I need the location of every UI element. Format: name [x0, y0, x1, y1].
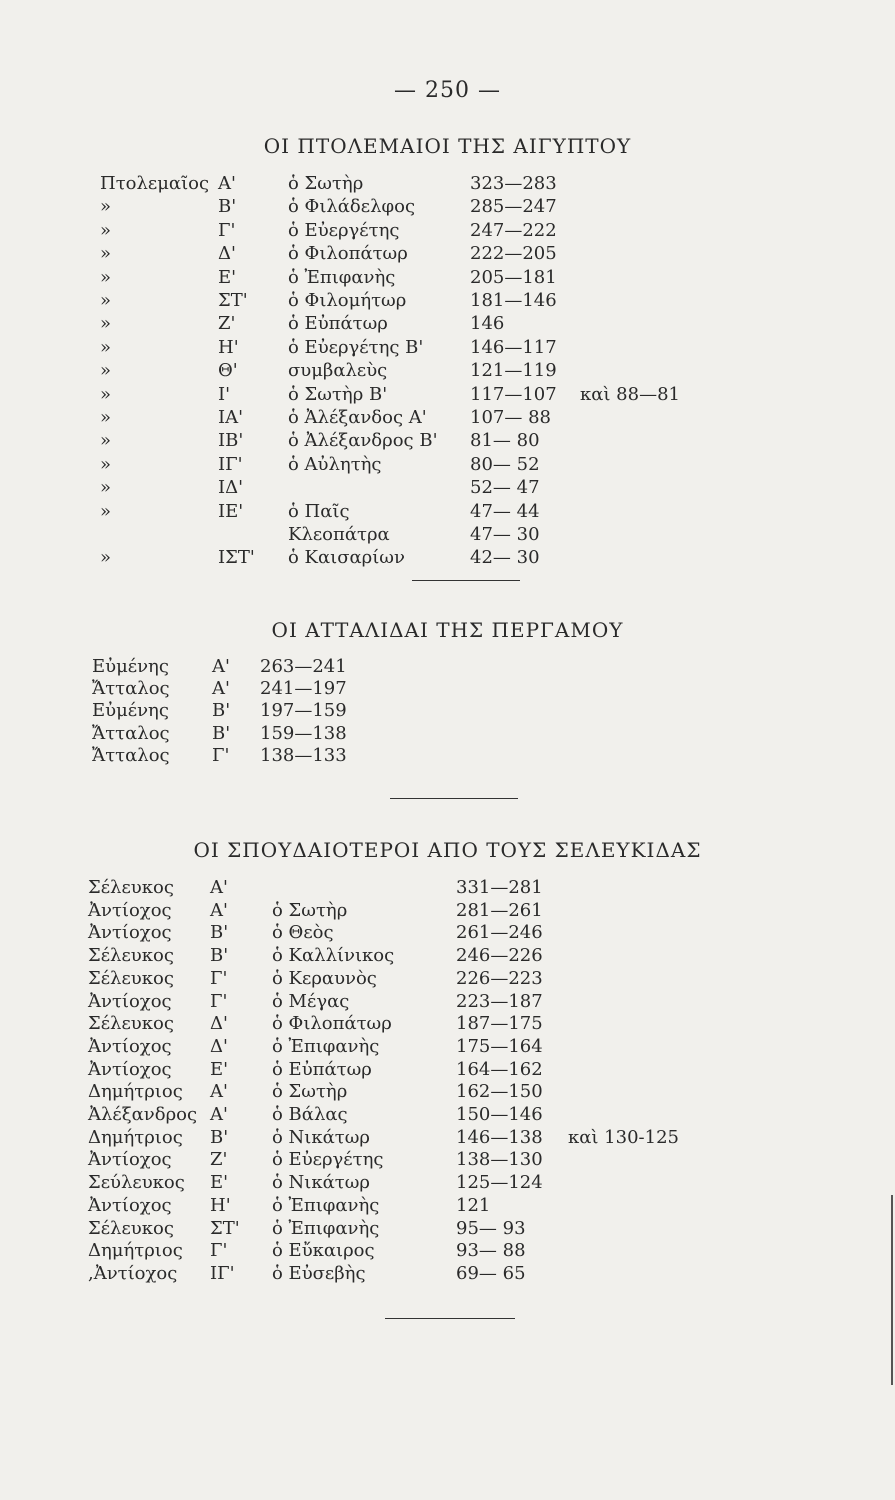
reign-years: 121—119	[470, 360, 557, 382]
ruler-number: Β'	[218, 196, 237, 218]
ruler-name: Σέλευκος	[88, 1013, 174, 1035]
ruler-number: Δ'	[210, 1013, 228, 1035]
reign-years: 285—247	[470, 196, 557, 218]
ruler-epithet: συμβαλεὺς	[288, 360, 388, 382]
ruler-epithet: ὁ Φιλομήτωρ	[288, 290, 407, 311]
ruler-epithet: Κλεοπάτρα	[288, 524, 390, 545]
ruler-number: Ε'	[210, 1058, 229, 1080]
table-row	[0, 1013, 895, 1036]
table-row	[0, 243, 895, 266]
reign-years: 263—241	[260, 656, 347, 677]
ruler-epithet: ὁ Σωτὴρ	[272, 899, 348, 921]
ruler-name: »	[100, 360, 112, 382]
ruler-epithet: ὁ Ἐπιφανὴς	[272, 1217, 380, 1239]
ruler-name: »	[100, 196, 112, 218]
reign-years: 47— 44	[470, 500, 540, 522]
ruler-number: Α'	[212, 656, 230, 677]
reign-years: 150—146	[456, 1104, 543, 1125]
table-row	[0, 656, 895, 679]
reign-years: 164—162	[456, 1058, 543, 1080]
ruler-epithet: ὁ Εὐπάτωρ	[288, 313, 388, 335]
ruler-name: Σέλευκος	[88, 945, 174, 967]
ruler-number: Α'	[210, 1081, 228, 1103]
reign-years: 323—283	[470, 173, 557, 194]
ruler-number: Ε'	[210, 1172, 229, 1194]
reign-years: 241—197	[260, 678, 347, 700]
ptolemies-title: ΟΙ ΠΤΟΛΕΜΑΙΟΙ ΤΗΣ ΑΙΓΥΠΤΟΥ	[263, 134, 632, 158]
ruler-number: Β'	[210, 1126, 229, 1148]
ruler-epithet: ὁ Σωτὴρ	[288, 173, 364, 194]
ruler-name: Δημήτριος	[88, 1081, 183, 1103]
attalids-title: ΟΙ ΑΤΤΑΛΙΔΑΙ ΤΗΣ ΠΕΡΓΑΜΟΥ	[271, 618, 624, 642]
ruler-number: Β'	[210, 922, 229, 944]
ruler-name: Εὐμένης	[92, 700, 169, 722]
ruler-number: Β'	[212, 722, 231, 744]
ruler-number: Θ'	[218, 360, 238, 382]
ruler-epithet: ὁ Ἐπιφανὴς	[272, 1035, 380, 1057]
reign-years: 42— 30	[470, 547, 540, 569]
page-number: — 250 —	[394, 78, 501, 103]
ruler-number: ΙΒ'	[218, 430, 244, 452]
ruler-number: ΙΓ'	[210, 1262, 235, 1284]
reign-years: 146—117	[470, 336, 557, 358]
ruler-name: »	[100, 336, 112, 358]
reign-years: 47— 30	[470, 524, 540, 545]
reign-years: 223—187	[456, 990, 543, 1012]
table-row	[0, 1218, 895, 1241]
ruler-number: Α'	[218, 173, 236, 194]
table-row	[0, 360, 895, 383]
table-row	[0, 384, 895, 407]
table-row	[0, 313, 895, 336]
reign-years: 246—226	[456, 945, 543, 967]
ruler-number: Γ'	[218, 219, 236, 241]
ruler-name: Ἀντίοχος	[88, 1058, 172, 1080]
ruler-number: ΙΑ'	[218, 407, 244, 428]
ruler-epithet: ὁ Κεραυνὸς	[272, 967, 377, 989]
ruler-name: Ἄτταλος	[92, 678, 170, 700]
ruler-epithet: ὁ Ἐπιφανὴς	[288, 266, 396, 288]
ruler-epithet: ὁ Φιλάδελφος	[288, 196, 416, 218]
table-row	[0, 1059, 895, 1082]
ruler-epithet: ὁ Ἀλέξανδρος Β'	[288, 430, 438, 452]
ruler-name: Δημήτριος	[88, 1240, 183, 1262]
reign-years: 187—175	[456, 1013, 543, 1035]
reign-years: 146	[470, 313, 505, 335]
ruler-number: Δ'	[210, 1035, 228, 1057]
ruler-name: Σεύλευκος	[88, 1172, 185, 1194]
ruler-epithet: ὁ Παῖς	[288, 500, 350, 522]
reign-years: 247—222	[470, 219, 557, 241]
reign-extra: καὶ 88—81	[580, 383, 680, 405]
ruler-epithet: ὁ Εὐσεβὴς	[272, 1262, 366, 1284]
reign-years: 205—181	[470, 266, 557, 288]
table-row	[0, 524, 895, 547]
ruler-number: ΙΔ'	[218, 477, 244, 499]
section-divider	[385, 1318, 515, 1319]
table-row	[0, 1036, 895, 1059]
table-row	[0, 1081, 895, 1104]
reign-years: 175—164	[456, 1035, 543, 1057]
reign-years: 80— 52	[470, 453, 540, 475]
table-row	[0, 1149, 895, 1172]
reign-years: 162—150	[456, 1081, 543, 1103]
ruler-name: »	[100, 430, 112, 452]
ruler-epithet: ὁ Νικάτωρ	[272, 1126, 370, 1148]
ruler-name: Ἀντίοχος	[88, 1149, 172, 1171]
table-row	[0, 454, 895, 477]
reign-years: 226—223	[456, 967, 543, 989]
table-row	[0, 547, 895, 570]
ruler-name: Ἀντίοχος	[88, 990, 172, 1012]
ruler-number: ΙΓ'	[218, 453, 243, 475]
ruler-number: ΣΤ'	[218, 290, 248, 311]
reign-years: 107— 88	[470, 407, 551, 428]
table-row	[0, 1263, 895, 1286]
table-row	[0, 678, 895, 701]
reign-years: 93— 88	[456, 1240, 526, 1262]
table-row	[0, 1127, 895, 1150]
ruler-name: Ἀντίοχος	[88, 899, 172, 921]
ruler-name: Ἀλέξανδρος	[88, 1104, 198, 1125]
ruler-epithet: ὁ Καισαρίων	[288, 547, 405, 569]
ruler-epithet: ὁ Φιλοπάτωρ	[272, 1013, 392, 1035]
ruler-number: Γ'	[212, 744, 230, 766]
ruler-name: ,Ἀντίοχος	[88, 1262, 178, 1284]
table-row	[0, 196, 895, 219]
ruler-name: Σέλευκος	[88, 1217, 174, 1239]
reign-years: 81— 80	[470, 430, 540, 452]
ruler-number: Α'	[210, 877, 228, 898]
table-row	[0, 1240, 895, 1263]
ruler-number: Ζ'	[218, 313, 236, 335]
section-divider	[412, 580, 520, 581]
ruler-name: Πτολεμαῖος	[100, 173, 210, 194]
ruler-name: »	[100, 313, 112, 335]
ruler-epithet: ὁ Εὐεργέτης	[272, 1149, 384, 1171]
ruler-name: Ἀντίοχος	[88, 922, 172, 944]
reign-years: 261—246	[456, 922, 543, 944]
ruler-number: Β'	[212, 700, 231, 722]
reign-years: 52— 47	[470, 477, 540, 499]
page-edge-mark	[891, 1195, 893, 1385]
ruler-name: »	[100, 407, 112, 428]
table-row	[0, 723, 895, 746]
reign-years: 331—281	[456, 877, 543, 898]
ruler-epithet: ὁ Αὐλητὴς	[288, 453, 382, 475]
ruler-number: Η'	[210, 1194, 231, 1216]
reign-years: 121	[456, 1194, 491, 1216]
reign-years: 181—146	[470, 290, 557, 311]
ruler-number: ΣΤ'	[210, 1217, 240, 1239]
ruler-name: »	[100, 547, 112, 569]
table-row	[0, 900, 895, 923]
table-row	[0, 407, 895, 430]
ruler-number: ΙΕ'	[218, 500, 244, 522]
ruler-number: Η'	[218, 336, 239, 358]
ruler-epithet: ὁ Ἀλέξανδος Α'	[288, 407, 427, 428]
ruler-number: Α'	[210, 899, 228, 921]
table-row	[0, 290, 895, 313]
table-row	[0, 1195, 895, 1218]
ruler-name: Ἄτταλος	[92, 744, 170, 766]
table-row	[0, 501, 895, 524]
ruler-epithet: ὁ Εὐπάτωρ	[272, 1058, 372, 1080]
table-row	[0, 968, 895, 991]
reign-extra: καὶ 130-125	[568, 1126, 679, 1148]
ruler-epithet: ὁ Μέγας	[272, 990, 350, 1012]
table-row	[0, 267, 895, 290]
ruler-epithet: ὁ Εὔκαιρος	[272, 1240, 375, 1262]
table-row	[0, 922, 895, 945]
ruler-name: Σέλευκος	[88, 967, 174, 989]
reign-years: 95— 93	[456, 1217, 526, 1239]
ruler-number: Ε'	[218, 266, 237, 288]
table-row	[0, 1104, 895, 1127]
ruler-number: Γ'	[210, 990, 228, 1012]
reign-years: 138—133	[260, 744, 347, 766]
ruler-name: Δημήτριος	[88, 1126, 183, 1148]
table-row	[0, 991, 895, 1014]
ruler-number: Γ'	[210, 1240, 228, 1262]
reign-years: 197—159	[260, 700, 347, 722]
ruler-number: Α'	[210, 1104, 228, 1125]
reign-years: 159—138	[260, 722, 347, 744]
ruler-epithet: ὁ Βάλας	[272, 1104, 348, 1125]
reign-years: 222—205	[470, 243, 557, 265]
table-row	[0, 945, 895, 968]
ruler-number: Ζ'	[210, 1149, 228, 1171]
table-row	[0, 745, 895, 768]
ruler-name: Εὐμένης	[92, 656, 169, 677]
reign-years: 117—107	[470, 383, 557, 405]
ruler-epithet: ὁ Καλλίνικος	[272, 945, 395, 967]
ruler-epithet: ὁ Φιλοπάτωρ	[288, 243, 408, 265]
ruler-epithet: ὁ Εὐεργέτης Β'	[288, 336, 424, 358]
ruler-epithet: ὁ Θεὸς	[272, 922, 334, 944]
ruler-epithet: ὁ Σωτὴρ	[272, 1081, 348, 1103]
ruler-name: »	[100, 453, 112, 475]
table-row	[0, 1172, 895, 1195]
ruler-name: Ἀντίοχος	[88, 1035, 172, 1057]
reign-years: 138—130	[456, 1149, 543, 1171]
ruler-name: »	[100, 243, 112, 265]
seleucids-title: ΟΙ ΣΠΟΥΔΑΙΟΤΕΡΟΙ ΑΠΟ ΤΟΥΣ ΣΕΛΕΥΚΙΔΑΣ	[193, 838, 702, 862]
table-row	[0, 337, 895, 360]
ruler-name: »	[100, 383, 112, 405]
ruler-name: »	[100, 219, 112, 241]
ruler-name: Σέλευκος	[88, 877, 174, 898]
ruler-number: Ι'	[218, 383, 231, 405]
table-row	[0, 700, 895, 723]
reign-years: 281—261	[456, 899, 543, 921]
ruler-number: ΙΣΤ'	[218, 547, 255, 569]
ruler-number: Γ'	[210, 967, 228, 989]
ruler-name: »	[100, 500, 112, 522]
ruler-number: Δ'	[218, 243, 236, 265]
table-row	[0, 477, 895, 500]
ruler-name: Ἄτταλος	[92, 722, 170, 744]
ruler-name: »	[100, 477, 112, 499]
table-row	[0, 220, 895, 243]
ruler-epithet: ὁ Νικάτωρ	[272, 1172, 370, 1194]
ruler-epithet: ὁ Εὐεργέτης	[288, 219, 400, 241]
ruler-name: »	[100, 266, 112, 288]
ruler-number: Β'	[210, 945, 229, 967]
reign-years: 125—124	[456, 1172, 543, 1194]
section-divider	[390, 798, 518, 799]
ruler-name: Ἀντίοχος	[88, 1194, 172, 1216]
reign-years: 69— 65	[456, 1262, 526, 1284]
reign-years: 146—138	[456, 1126, 543, 1148]
table-row	[0, 430, 895, 453]
ruler-epithet: ὁ Σωτὴρ Β'	[288, 383, 388, 405]
table-row	[0, 877, 895, 900]
ruler-name: »	[100, 290, 112, 311]
table-row	[0, 173, 895, 196]
ruler-number: Α'	[212, 678, 230, 700]
ruler-epithet: ὁ Ἐπιφανὴς	[272, 1194, 380, 1216]
